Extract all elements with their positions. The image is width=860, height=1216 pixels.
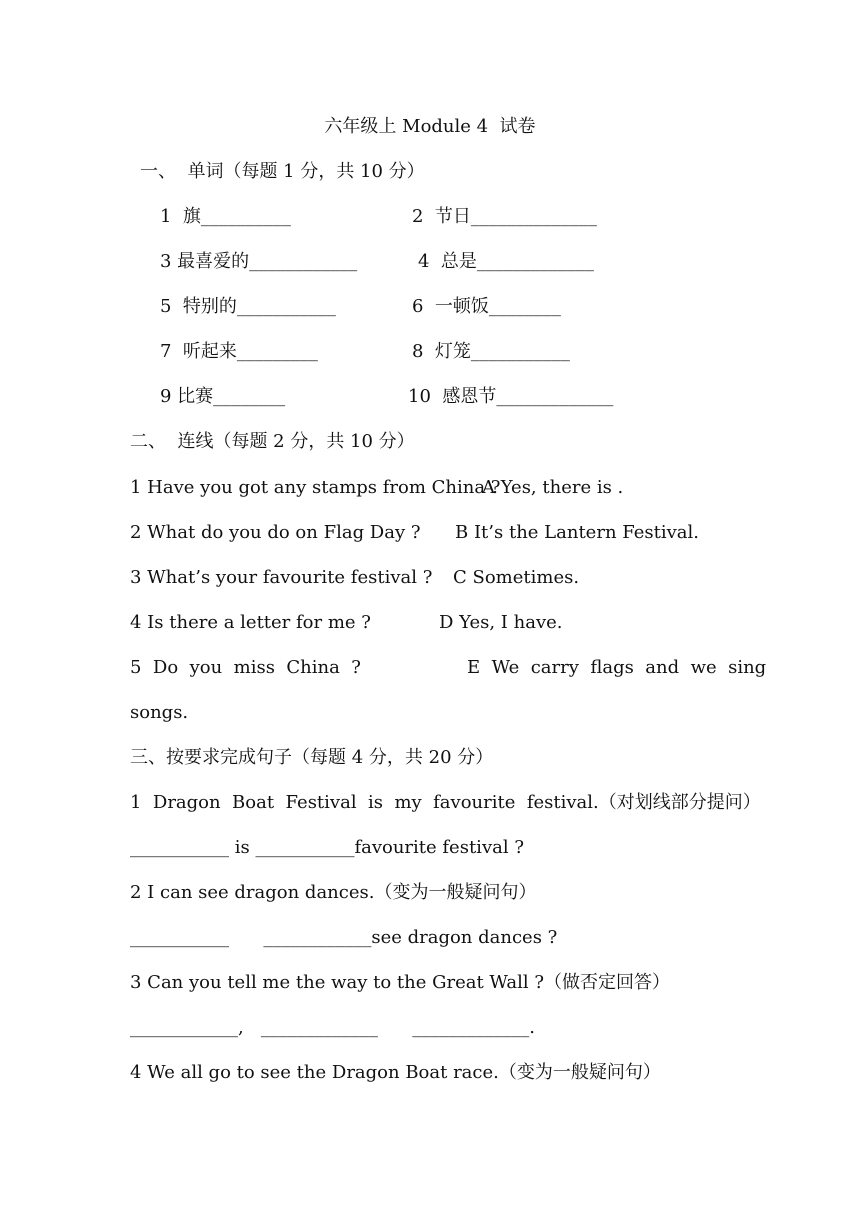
vocab-item: 8 灯笼___________	[412, 341, 570, 362]
answer-blank-line: ____________, _____________ _____________.	[130, 1017, 535, 1038]
match-question: 5 Do you miss China ?	[130, 657, 361, 678]
vocab-item: 10 感恩节_____________	[408, 386, 614, 407]
match-answer: E We carry flags and we sing	[467, 657, 767, 678]
sentence-prompt: 1 Dragon Boat Festival is my favourite festival.（对划线部分提问）	[130, 792, 761, 813]
vocab-item: 7 听起来_________	[160, 341, 318, 362]
vocab-item: 4 总是_____________	[418, 251, 594, 272]
match-answer: D Yes, I have.	[439, 612, 563, 633]
match-question: 1 Have you got any stamps from China ?	[130, 477, 501, 498]
vocab-item: 1 旗__________	[160, 206, 291, 227]
sentence-prompt: 2 I can see dragon dances.（变为一般疑问句）	[130, 882, 537, 903]
section-3-heading: 三、按要求完成句子（每题 4 分，共 20 分）	[130, 747, 494, 768]
match-question: 2 What do you do on Flag Day ?	[130, 522, 421, 543]
vocab-item: 5 特别的___________	[160, 296, 336, 317]
vocab-item: 2 节日______________	[412, 206, 597, 227]
sentence-prompt: 3 Can you tell me the way to the Great Wall ?（做否定回答）	[130, 972, 670, 993]
vocab-item: 3 最喜爱的____________	[160, 251, 358, 272]
vocab-item: 9 比赛________	[160, 386, 286, 407]
match-answer: B It’s the Lantern Festival.	[455, 522, 700, 543]
match-question: 4 Is there a letter for me ?	[130, 612, 371, 633]
answer-blank-line: ___________ ____________see dragon dances ?	[130, 927, 558, 948]
vocab-item: 6 一顿饭________	[412, 296, 561, 317]
match-answer: A Yes, there is .	[482, 477, 624, 498]
sentence-prompt: 4 We all go to see the Dragon Boat race.（变为一般疑问句）	[130, 1062, 661, 1083]
section-1-heading: 一、 单词（每题 1 分，共 10 分）	[140, 161, 425, 182]
match-answer: C Sometimes.	[453, 567, 580, 588]
match-answer-continuation: songs.	[130, 702, 189, 723]
page-title: 六年级上 Module 4 试卷	[324, 116, 536, 137]
match-question: 3 What’s your favourite festival ?	[130, 567, 433, 588]
answer-blank-line: ___________ is ___________favourite festival ?	[130, 837, 524, 858]
section-2-heading: 二、 连线（每题 2 分，共 10 分）	[130, 431, 415, 452]
